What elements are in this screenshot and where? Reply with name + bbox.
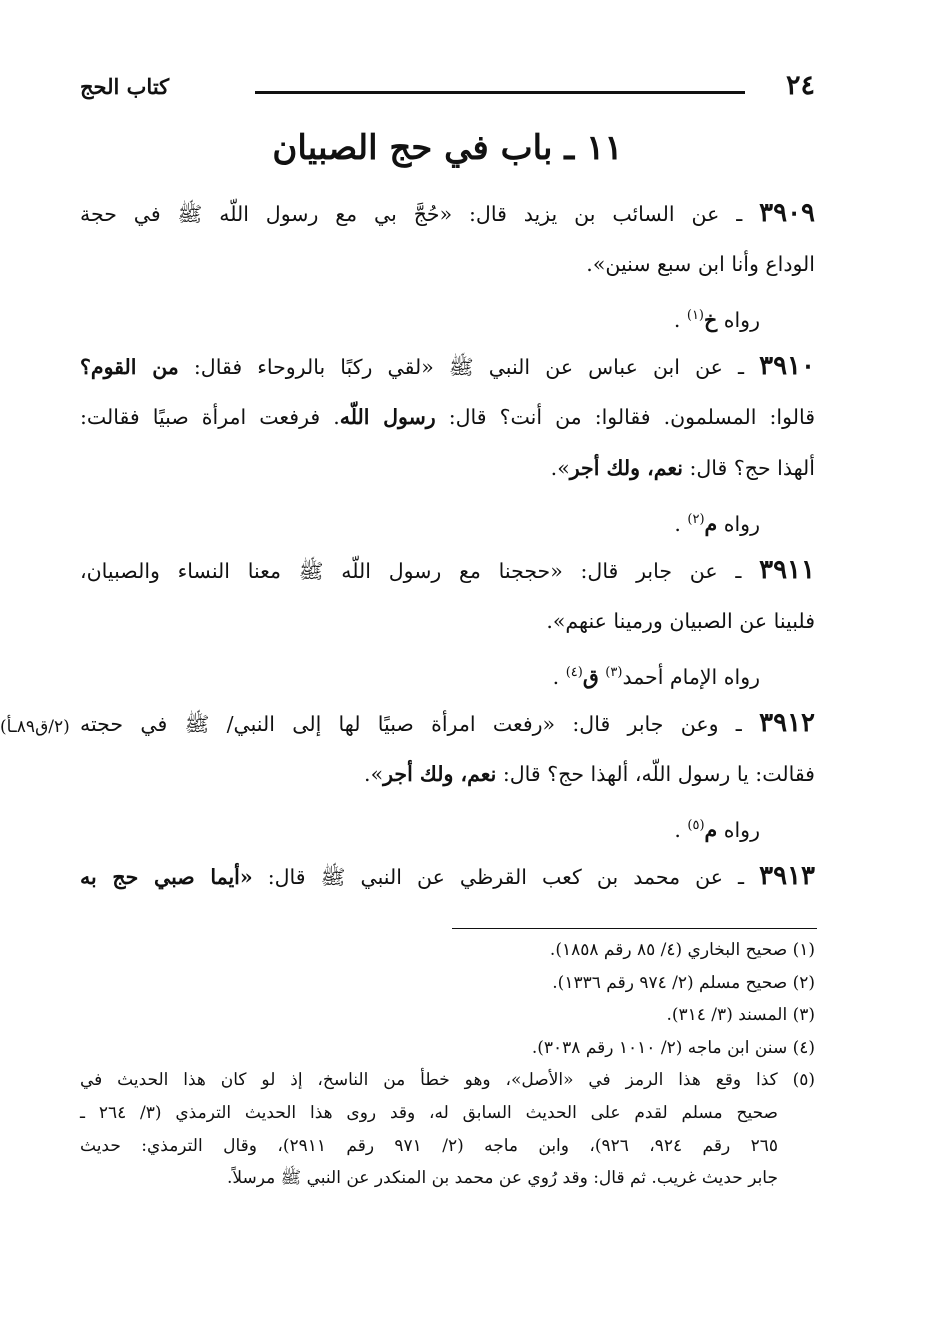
source-end: . <box>673 307 687 332</box>
hadith-text: ـ عن جابر قال: «حججنا مع رسول اللّه ﷺ معنا النساء والصبيان، <box>80 559 742 583</box>
hadith-3910-line-1 <box>80 341 815 392</box>
hadith-number: ٣٩١٢ <box>759 708 815 738</box>
footnote-3: (٣) المسند (٣/ ٣١٤). <box>666 1005 815 1026</box>
footnote-5-cont: جابر حديث غريب. ثم قال: وقد رُوي عن محمد بن المنكدر عن النبي ﷺ مرسلاً. <box>226 1168 778 1189</box>
header-rule <box>255 91 745 94</box>
source-end: . <box>552 664 566 689</box>
hadith-3910-line-3 <box>80 443 815 494</box>
hadith-number: ٣٩١٣ <box>759 861 815 891</box>
hadith-number: ٣٩١٠ <box>759 351 815 381</box>
footnote-4: (٤) سنن ابن ماجه (٢/ ١٠١٠ رقم ٣٠٣٨). <box>531 1037 815 1058</box>
source-symbol: ق <box>582 664 599 689</box>
source-text: رواه <box>717 511 760 536</box>
footnote-1: (١) صحيح البخاري (٤/ ٨٥ رقم ١٨٥٨). <box>549 940 815 960</box>
hadith-bold: نعم، ولك أجر <box>383 762 497 786</box>
hadith-3911-source <box>80 647 815 698</box>
hadith-3913-line-1 <box>80 851 815 902</box>
hadith-text: ـ عن السائب بن يزيد قال: «حُجَّ بي مع رسول اللّه ﷺ في حجة <box>80 202 743 226</box>
hadith-text: ـ عن ابن عباس عن النبي ﷺ «لقي ركبًا بالروحاء فقال: <box>178 355 745 379</box>
footnote-ref: (٢) <box>687 512 705 527</box>
hadith-text: ». <box>550 456 570 480</box>
source-symbol: م <box>704 511 718 536</box>
hadith-text: ألهذا حج؟ قال: <box>682 456 815 480</box>
running-header <box>80 72 815 112</box>
hadith-number: ٣٩٠٩ <box>759 198 815 228</box>
hadith-3909-line-2: الوداع وأنا ابن سبع سنين». <box>586 252 815 276</box>
footnote-ref: (٣) <box>605 665 623 680</box>
hadith-3912-line-1 <box>80 698 815 749</box>
hadith-3912-source <box>80 800 815 851</box>
source-end: . <box>674 511 688 536</box>
hadith-3910-line-2 <box>80 392 815 443</box>
hadith-3911-line-1 <box>80 545 815 596</box>
footnotes <box>80 934 815 1195</box>
hadith-text: ـ عن محمد بن كعب القرظي عن النبي ﷺ قال: <box>252 865 745 889</box>
hadith-bold: رسول اللّه <box>339 405 436 429</box>
source-end: . <box>674 817 688 842</box>
source-symbol: خ <box>704 307 718 332</box>
source-text: رواه <box>717 307 760 332</box>
hadith-bold: «أيما صبي حج به <box>80 865 253 889</box>
main-text <box>80 188 815 902</box>
page-number: ٢٤ <box>785 70 815 101</box>
footnote-5: (٥) كذا وقع هذا الرمز في «الأصل»، وهو خطأ من الناسخ، إذ لو كان هذا الحديث في <box>80 1070 815 1091</box>
hadith-text: ». <box>364 762 384 786</box>
hadith-text: فقالت: يا رسول اللّه، ألهذا حج؟ قال: <box>496 762 815 786</box>
hadith-bold: من القوم؟ <box>80 355 179 379</box>
source-symbol: م <box>704 817 718 842</box>
footnote-ref: (١) <box>686 308 704 323</box>
hadith-3909-line-1 <box>80 188 815 239</box>
source-text: رواه <box>717 817 760 842</box>
hadith-3912-line-2 <box>80 749 815 800</box>
hadith-3909-source <box>80 290 815 341</box>
footnote-5-cont: ٢٦٥ رقم ٩٢٤، ٩٢٦)، وابن ماجه (٢/ ٩٧١ رقم ٢٩١١)، وقال الترمذي: حديث <box>80 1135 778 1156</box>
hadith-3910-source <box>80 494 815 545</box>
chapter-number: ١١ <box>586 128 623 168</box>
footnote-ref: (٤) <box>565 665 583 680</box>
hadith-text: قالوا: المسلمون. فقالوا: من أنت؟ قال: <box>435 405 815 429</box>
footnote-ref: (٥) <box>687 818 705 833</box>
hadith-text: . فرفعت امرأة صبيًا فقالت: <box>80 405 340 429</box>
chapter-name: باب في حج الصبيان <box>272 128 553 168</box>
book-title: كتاب الحج <box>80 74 170 99</box>
margin-note: (٢/ق٨٩ـأ) <box>0 717 70 737</box>
hadith-number: ٣٩١١ <box>759 555 815 585</box>
hadith-text: ـ وعن جابر قال: «رفعت امرأة صبيًا لها إلى النبي/ ﷺ في حجته <box>80 712 742 736</box>
hadith-3911-line-2: فلبينا عن الصبيان ورمينا عنهم». <box>546 609 815 633</box>
chapter-sep: ـ <box>564 128 575 168</box>
hadith-bold: نعم، ولك أجر <box>569 456 683 480</box>
chapter-title <box>80 128 815 168</box>
footnote-2: (٢) صحيح مسلم (٢/ ٩٧٤ رقم ١٣٣٦). <box>552 972 815 993</box>
source-text: رواه الإمام أحمد <box>622 664 760 689</box>
footnote-5-cont: صحيح مسلم لقدم على الحديث السابق له، وقد روى هذا الحديث الترمذي (٣/ ٢٦٤ ـ <box>80 1102 778 1123</box>
footnote-rule <box>452 928 817 929</box>
